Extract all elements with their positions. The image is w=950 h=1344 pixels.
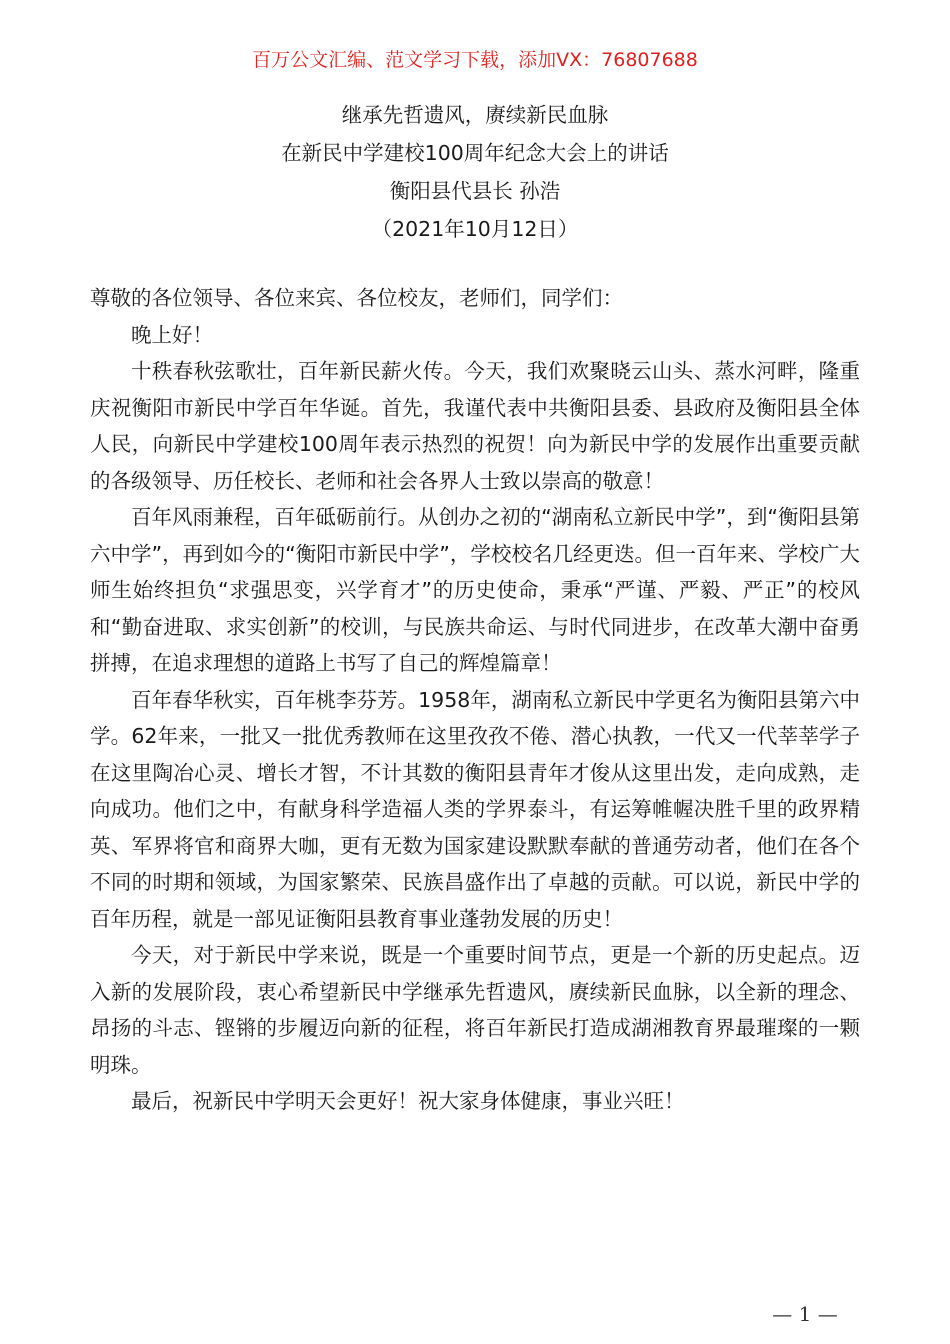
paragraph-greeting: 晚上好！ — [131, 322, 213, 347]
paragraph-closing: 最后，祝新民中学明天会更好！祝大家身体健康，事业兴旺！ — [131, 1089, 685, 1113]
page-number: — 1 — — [772, 1302, 838, 1326]
paragraph: 百年春华秋实，百年桃李芬芳。1958年，湖南私立新民中学更名为衡阳县第六中学。62年来，一批又一批优秀教师在这里孜孜不倦、潜心执教，一代又一代莘莘学子在这里陶冶心灵、增长才智，不计其数的衡阳县青年才俊从这里出发，走向成熟，走向成功。他们之中，有献身科学造福人类的学界泰斗，有运筹帷幄决胜千里的政界精英、军界将官和商界大咖，更有无数为国家建设默默奉献的普通劳动者，他们在各个不同的时期和领域，为国家繁荣、民族昌盛作出了卓越的贡献。可以说，新民中学的百年历程，就是一部见证衡阳县教育事业蓬勃发展的历史！ — [90, 687, 860, 931]
paragraph: 百年风雨兼程，百年砥砺前行。从创办之初的“湖南私立新民中学”，到“衡阳县第六中学”，再到如今的“衡阳市新民中学”，学校校名几经更迭。但一百年来、学校广大师生始终担负“求强思变，兴学育才”的历史使命，秉承“严谨、严毅、严正”的校风和“勤奋进取、求实创新”的校训，与民族共命运、与时代同进步，在改革大潮中奋勇拼搏，在追求理想的道路上书写了自己的辉煌篇章！ — [90, 505, 860, 675]
promo-banner: 百万公文汇编、范文学习下载，添加VX：76807688 — [252, 49, 698, 71]
speech-title: 继承先哲遗风，赓续新民血脉 — [341, 103, 609, 127]
speech-body — [90, 280, 860, 1120]
paragraph: 十秩春秋弦歌壮，百年新民薪火传。今天，我们欢聚晓云山头、蒸水河畔，隆重庆祝衡阳市新民中学百年华诞。首先，我谨代表中共衡阳县委、县政府及衡阳县全体人民，向新民中学建校100周年表示热烈的祝贺！向为新民中学的发展作出重要贡献的各级领导、历任校长、老师和社会各界人士致以崇高的敬意！ — [90, 359, 860, 493]
salutation: 尊敬的各位领导、各位来宾、各位校友，老师们，同学们： — [90, 286, 623, 310]
paragraph: 今天，对于新民中学来说，既是一个重要时间节点，更是一个新的历史起点。迈入新的发展阶段，衷心希望新民中学继承先哲遗风，赓续新民血脉，以全新的理念、昂扬的斗志、铿锵的步履迈向新的征程，将百年新民打造成湖湘教育界最璀璨的一颗明珠。 — [90, 943, 860, 1077]
title-block — [0, 96, 950, 248]
speaker-line: 衡阳县代县长 孙浩 — [389, 179, 561, 203]
speech-date: （2021年10月12日） — [371, 217, 579, 241]
speech-subtitle: 在新民中学建校100周年纪念大会上的讲话 — [281, 141, 669, 165]
